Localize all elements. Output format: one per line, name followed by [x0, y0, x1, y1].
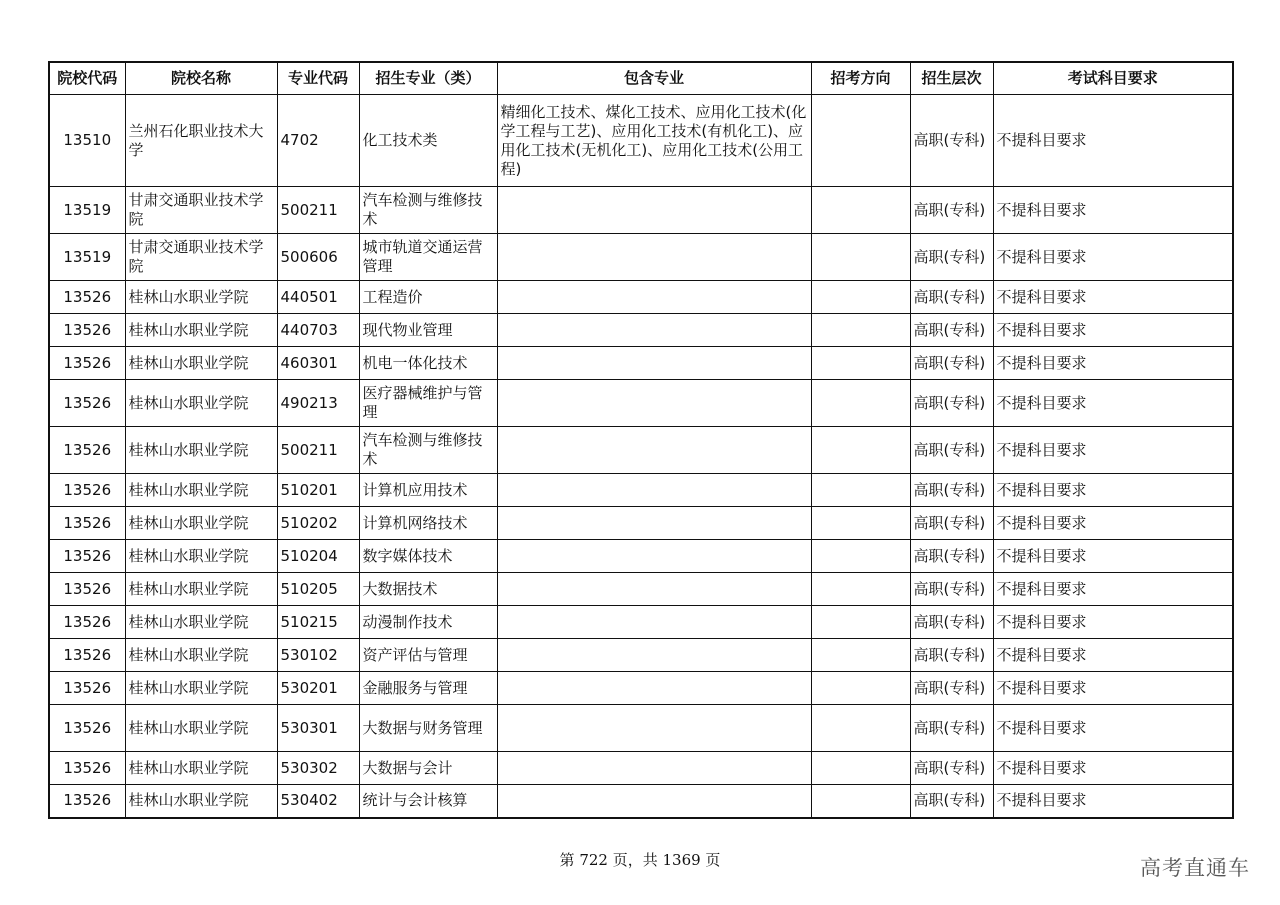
school-name-cell: 甘肃交通职业技术学院 — [125, 234, 277, 281]
direction-cell — [811, 281, 910, 314]
table-row — [49, 234, 1233, 281]
major-cell: 化工技术类 — [359, 95, 497, 187]
school-code-cell: 13526 — [49, 427, 125, 474]
school-name-cell: 桂林山水职业学院 — [125, 785, 277, 818]
school-name-cell: 桂林山水职业学院 — [125, 639, 277, 672]
level-cell: 高职(专科) — [910, 314, 993, 347]
major-cell: 现代物业管理 — [359, 314, 497, 347]
includes-cell: 精细化工技术、煤化工技术、应用化工技术(化学工程与工艺)、应用化工技术(有机化工)、应用化工技术(无机化工)、应用化工技术(公用工程) — [497, 95, 811, 187]
table-row — [49, 314, 1233, 347]
major-cell: 汽车检测与维修技术 — [359, 187, 497, 234]
includes-cell — [497, 705, 811, 752]
watermark: 高考直通车 — [1140, 856, 1250, 880]
col-header-requirement: 考试科目要求 — [993, 62, 1233, 95]
requirement-cell: 不提科目要求 — [993, 281, 1233, 314]
includes-cell — [497, 606, 811, 639]
level-cell: 高职(专科) — [910, 705, 993, 752]
school-code-cell: 13526 — [49, 380, 125, 427]
school-name-cell: 桂林山水职业学院 — [125, 752, 277, 785]
level-cell: 高职(专科) — [910, 507, 993, 540]
col-header-school-name: 院校名称 — [125, 62, 277, 95]
direction-cell — [811, 314, 910, 347]
major-code-cell: 500211 — [277, 427, 359, 474]
requirement-cell: 不提科目要求 — [993, 672, 1233, 705]
table-row — [49, 606, 1233, 639]
table-row — [49, 347, 1233, 380]
table-header-row — [49, 62, 1233, 95]
school-name-cell: 桂林山水职业学院 — [125, 540, 277, 573]
major-code-cell: 530402 — [277, 785, 359, 818]
includes-cell — [497, 427, 811, 474]
table-row — [49, 672, 1233, 705]
school-name-cell: 桂林山水职业学院 — [125, 281, 277, 314]
table-row — [49, 281, 1233, 314]
table-row — [49, 705, 1233, 752]
includes-cell — [497, 639, 811, 672]
direction-cell — [811, 95, 910, 187]
school-code-cell: 13526 — [49, 752, 125, 785]
includes-cell — [497, 474, 811, 507]
major-code-cell: 440501 — [277, 281, 359, 314]
includes-cell — [497, 507, 811, 540]
direction-cell — [811, 785, 910, 818]
includes-cell — [497, 380, 811, 427]
includes-cell — [497, 281, 811, 314]
major-cell: 机电一体化技术 — [359, 347, 497, 380]
school-name-cell: 桂林山水职业学院 — [125, 347, 277, 380]
school-name-cell: 桂林山水职业学院 — [125, 427, 277, 474]
direction-cell — [811, 573, 910, 606]
table-row — [49, 380, 1233, 427]
admissions-table — [48, 61, 1234, 819]
major-cell: 工程造价 — [359, 281, 497, 314]
school-code-cell: 13526 — [49, 474, 125, 507]
direction-cell — [811, 427, 910, 474]
school-name-cell: 桂林山水职业学院 — [125, 606, 277, 639]
school-code-cell: 13519 — [49, 234, 125, 281]
major-cell: 汽车检测与维修技术 — [359, 427, 497, 474]
major-cell: 统计与会计核算 — [359, 785, 497, 818]
requirement-cell: 不提科目要求 — [993, 785, 1233, 818]
level-cell: 高职(专科) — [910, 672, 993, 705]
major-code-cell: 530201 — [277, 672, 359, 705]
major-code-cell: 510201 — [277, 474, 359, 507]
major-cell: 金融服务与管理 — [359, 672, 497, 705]
major-code-cell: 530102 — [277, 639, 359, 672]
table-row — [49, 95, 1233, 187]
requirement-cell: 不提科目要求 — [993, 507, 1233, 540]
school-code-cell: 13526 — [49, 507, 125, 540]
col-header-level: 招生层次 — [910, 62, 993, 95]
major-code-cell: 500606 — [277, 234, 359, 281]
requirement-cell: 不提科目要求 — [993, 234, 1233, 281]
direction-cell — [811, 187, 910, 234]
major-code-cell: 4702 — [277, 95, 359, 187]
level-cell: 高职(专科) — [910, 573, 993, 606]
major-cell: 计算机网络技术 — [359, 507, 497, 540]
table-row — [49, 752, 1233, 785]
includes-cell — [497, 540, 811, 573]
direction-cell — [811, 507, 910, 540]
major-cell: 大数据技术 — [359, 573, 497, 606]
level-cell: 高职(专科) — [910, 606, 993, 639]
requirement-cell: 不提科目要求 — [993, 347, 1233, 380]
school-name-cell: 桂林山水职业学院 — [125, 705, 277, 752]
major-code-cell: 530302 — [277, 752, 359, 785]
school-code-cell: 13526 — [49, 347, 125, 380]
direction-cell — [811, 672, 910, 705]
school-name-cell: 桂林山水职业学院 — [125, 314, 277, 347]
page-footer: 第 722 页，共 1369 页 — [559, 851, 721, 869]
direction-cell — [811, 705, 910, 752]
level-cell: 高职(专科) — [910, 474, 993, 507]
col-header-major: 招生专业（类） — [359, 62, 497, 95]
level-cell: 高职(专科) — [910, 752, 993, 785]
major-code-cell: 500211 — [277, 187, 359, 234]
school-code-cell: 13526 — [49, 639, 125, 672]
school-name-cell: 甘肃交通职业技术学院 — [125, 187, 277, 234]
major-code-cell: 490213 — [277, 380, 359, 427]
col-header-major-code: 专业代码 — [277, 62, 359, 95]
school-code-cell: 13526 — [49, 573, 125, 606]
school-code-cell: 13526 — [49, 606, 125, 639]
major-code-cell: 440703 — [277, 314, 359, 347]
requirement-cell: 不提科目要求 — [993, 187, 1233, 234]
level-cell: 高职(专科) — [910, 639, 993, 672]
direction-cell — [811, 540, 910, 573]
level-cell: 高职(专科) — [910, 540, 993, 573]
major-code-cell: 510215 — [277, 606, 359, 639]
requirement-cell: 不提科目要求 — [993, 752, 1233, 785]
major-code-cell: 510205 — [277, 573, 359, 606]
major-cell: 医疗器械维护与管理 — [359, 380, 497, 427]
school-code-cell: 13526 — [49, 705, 125, 752]
col-header-school-code: 院校代码 — [49, 62, 125, 95]
major-cell: 计算机应用技术 — [359, 474, 497, 507]
requirement-cell: 不提科目要求 — [993, 705, 1233, 752]
level-cell: 高职(专科) — [910, 234, 993, 281]
major-cell: 大数据与会计 — [359, 752, 497, 785]
table-row — [49, 785, 1233, 818]
includes-cell — [497, 314, 811, 347]
requirement-cell: 不提科目要求 — [993, 95, 1233, 187]
level-cell: 高职(专科) — [910, 95, 993, 187]
table-row — [49, 573, 1233, 606]
table-row — [49, 507, 1233, 540]
school-code-cell: 13519 — [49, 187, 125, 234]
major-code-cell: 460301 — [277, 347, 359, 380]
direction-cell — [811, 380, 910, 427]
major-code-cell: 510204 — [277, 540, 359, 573]
direction-cell — [811, 752, 910, 785]
requirement-cell: 不提科目要求 — [993, 606, 1233, 639]
table-row — [49, 427, 1233, 474]
level-cell: 高职(专科) — [910, 187, 993, 234]
requirement-cell: 不提科目要求 — [993, 639, 1233, 672]
major-code-cell: 530301 — [277, 705, 359, 752]
col-header-direction: 招考方向 — [811, 62, 910, 95]
school-code-cell: 13526 — [49, 785, 125, 818]
requirement-cell: 不提科目要求 — [993, 573, 1233, 606]
direction-cell — [811, 347, 910, 380]
table-row — [49, 187, 1233, 234]
school-code-cell: 13526 — [49, 281, 125, 314]
school-name-cell: 桂林山水职业学院 — [125, 573, 277, 606]
level-cell: 高职(专科) — [910, 281, 993, 314]
includes-cell — [497, 234, 811, 281]
level-cell: 高职(专科) — [910, 347, 993, 380]
major-cell: 城市轨道交通运营管理 — [359, 234, 497, 281]
includes-cell — [497, 573, 811, 606]
table-row — [49, 639, 1233, 672]
school-code-cell: 13526 — [49, 314, 125, 347]
requirement-cell: 不提科目要求 — [993, 427, 1233, 474]
major-cell: 大数据与财务管理 — [359, 705, 497, 752]
school-name-cell: 兰州石化职业技术大学 — [125, 95, 277, 187]
col-header-includes: 包含专业 — [497, 62, 811, 95]
direction-cell — [811, 234, 910, 281]
requirement-cell: 不提科目要求 — [993, 540, 1233, 573]
direction-cell — [811, 606, 910, 639]
direction-cell — [811, 639, 910, 672]
major-cell: 数字媒体技术 — [359, 540, 497, 573]
includes-cell — [497, 347, 811, 380]
school-name-cell: 桂林山水职业学院 — [125, 672, 277, 705]
major-cell: 资产评估与管理 — [359, 639, 497, 672]
level-cell: 高职(专科) — [910, 380, 993, 427]
level-cell: 高职(专科) — [910, 427, 993, 474]
direction-cell — [811, 474, 910, 507]
major-cell: 动漫制作技术 — [359, 606, 497, 639]
school-name-cell: 桂林山水职业学院 — [125, 474, 277, 507]
table-row — [49, 540, 1233, 573]
requirement-cell: 不提科目要求 — [993, 380, 1233, 427]
includes-cell — [497, 187, 811, 234]
includes-cell — [497, 785, 811, 818]
school-code-cell: 13526 — [49, 540, 125, 573]
school-name-cell: 桂林山水职业学院 — [125, 380, 277, 427]
level-cell: 高职(专科) — [910, 785, 993, 818]
school-code-cell: 13510 — [49, 95, 125, 187]
includes-cell — [497, 752, 811, 785]
table-row — [49, 474, 1233, 507]
requirement-cell: 不提科目要求 — [993, 314, 1233, 347]
school-code-cell: 13526 — [49, 672, 125, 705]
requirement-cell: 不提科目要求 — [993, 474, 1233, 507]
school-name-cell: 桂林山水职业学院 — [125, 507, 277, 540]
major-code-cell: 510202 — [277, 507, 359, 540]
includes-cell — [497, 672, 811, 705]
